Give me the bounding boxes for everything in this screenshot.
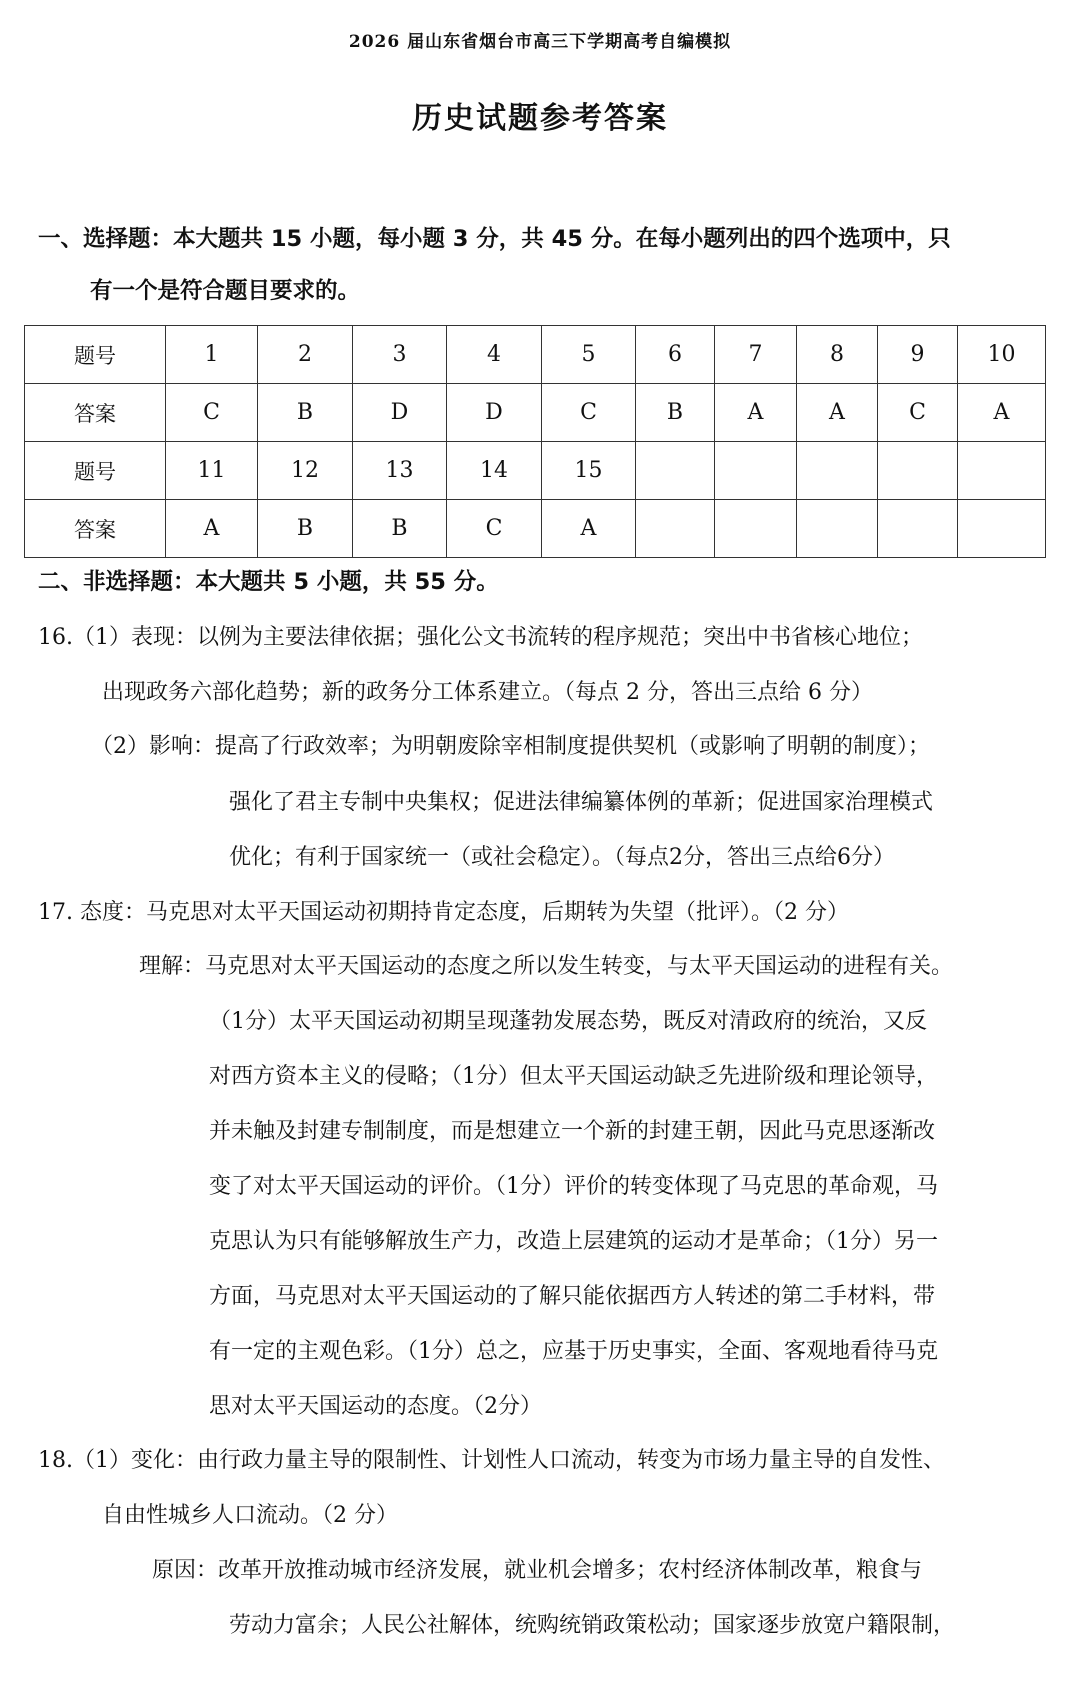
q17-line: 思对太平天国运动的态度。（2分） xyxy=(209,1394,542,1419)
section1-heading-cont: 有一个是符合题目要求的。 xyxy=(90,278,361,304)
q17-line: 变了对太平天国运动的评价。（1分）评价的转变体现了马克思的革命观，马 xyxy=(209,1174,938,1199)
label-answer: 答案 xyxy=(25,384,166,442)
answer-cell: C xyxy=(166,384,258,442)
question-number: 1 xyxy=(166,326,258,384)
answer-cell: B xyxy=(258,384,353,442)
label-question-number: 题号 xyxy=(25,442,166,500)
label-answer: 答案 xyxy=(25,500,166,558)
question-number: 11 xyxy=(166,442,258,500)
section1-heading: 一、选择题：本大题共 15 小题，每小题 3 分，共 45 分。在每小题列出的四个选项中，只 xyxy=(38,226,951,252)
answer-cell: B xyxy=(353,500,447,558)
q16-line: （2）影响：提高了行政效率；为明朝废除宰相制度提供契机（或影响了明朝的制度）； xyxy=(91,734,930,759)
q18-line: 劳动力富余；人民公社解体，统购统销政策松动；国家逐步放宽户籍限制， xyxy=(229,1613,956,1638)
answer-cell xyxy=(958,500,1046,558)
q16-line: 出现政务六部化趋势；新的政务分工体系建立。（每点 2 分，答出三点给 6 分） xyxy=(102,680,873,705)
section2-heading: 二、非选择题：本大题共 5 小题，共 55 分。 xyxy=(38,569,499,595)
table-row-answers-2 xyxy=(25,500,1046,558)
answer-cell: A xyxy=(958,384,1046,442)
answer-cell: C xyxy=(878,384,958,442)
answer-cell: A xyxy=(715,384,797,442)
q17-line: 克思认为只有能够解放生产力，改造上层建筑的运动才是革命；（1分）另一 xyxy=(209,1229,938,1254)
q18-line: 原因：改革开放推动城市经济发展，就业机会增多；农村经济体制改革，粮食与 xyxy=(152,1558,923,1583)
answer-cell: C xyxy=(542,384,636,442)
q17-line: 并未触及封建专制制度，而是想建立一个新的封建王朝，因此马克思逐渐改 xyxy=(209,1119,936,1144)
question-number: 9 xyxy=(878,326,958,384)
question-number xyxy=(636,442,715,500)
answer-table xyxy=(24,325,1046,558)
answer-cell: A xyxy=(166,500,258,558)
question-number: 15 xyxy=(542,442,636,500)
question-number: 5 xyxy=(542,326,636,384)
question-number: 7 xyxy=(715,326,797,384)
answer-cell xyxy=(797,500,878,558)
question-number: 4 xyxy=(447,326,542,384)
document-subtitle: 历史试题参考答案 xyxy=(412,101,668,136)
question-number: 13 xyxy=(353,442,447,500)
q17-line: 理解：马克思对太平天国运动的态度之所以发生转变，与太平天国运动的进程有关。 xyxy=(139,954,954,979)
question-number xyxy=(797,442,878,500)
label-question-number: 题号 xyxy=(25,326,166,384)
q16-line: 强化了君主专制中央集权；促进法律编纂体例的革新；促进国家治理模式 xyxy=(229,790,934,815)
q17-line: （1分）太平天国运动初期呈现蓬勃发展态势，既反对清政府的统治，又反 xyxy=(209,1009,927,1034)
answer-cell xyxy=(878,500,958,558)
table-row-numbers-1 xyxy=(25,326,1046,384)
q17-line: 有一定的主观色彩。（1分）总之，应基于历史事实，全面、客观地看待马克 xyxy=(209,1339,938,1364)
answer-cell: A xyxy=(542,500,636,558)
question-number xyxy=(715,442,797,500)
answer-cell xyxy=(636,500,715,558)
q18-line: 18.（1）变化：由行政力量主导的限制性、计划性人口流动，转变为市场力量主导的自发性、 xyxy=(38,1448,945,1473)
answer-cell: B xyxy=(636,384,715,442)
answer-cell xyxy=(715,500,797,558)
question-number: 3 xyxy=(353,326,447,384)
question-number: 8 xyxy=(797,326,878,384)
question-number: 14 xyxy=(447,442,542,500)
question-number: 2 xyxy=(258,326,353,384)
question-number xyxy=(958,442,1046,500)
q17-line: 17. 态度：马克思对太平天国运动初期持肯定态度，后期转为失望（批评）。（2 分） xyxy=(38,900,849,925)
document-title: 2026 届山东省烟台市高三下学期高考自编模拟 xyxy=(348,32,732,52)
table-row-answers-1 xyxy=(25,384,1046,442)
question-number: 6 xyxy=(636,326,715,384)
answer-cell: D xyxy=(353,384,447,442)
q18-line: 自由性城乡人口流动。（2 分） xyxy=(102,1503,398,1528)
answer-cell: A xyxy=(797,384,878,442)
table-row-numbers-2 xyxy=(25,442,1046,500)
q17-line: 方面，马克思对太平天国运动的了解只能依据西方人转述的第二手材料，带 xyxy=(209,1284,936,1309)
q16-line: 16.（1）表现：以例为主要法律依据；强化公文书流转的程序规范；突出中书省核心地位； xyxy=(38,625,923,650)
answer-cell: B xyxy=(258,500,353,558)
q17-line: 对西方资本主义的侵略；（1分）但太平天国运动缺乏先进阶级和理论领导， xyxy=(209,1064,938,1089)
question-number xyxy=(878,442,958,500)
question-number: 10 xyxy=(958,326,1046,384)
answer-cell: C xyxy=(447,500,542,558)
q16-line: 优化；有利于国家统一（或社会稳定）。（每点2分，答出三点给6分） xyxy=(229,845,895,870)
answer-cell: D xyxy=(447,384,542,442)
question-number: 12 xyxy=(258,442,353,500)
